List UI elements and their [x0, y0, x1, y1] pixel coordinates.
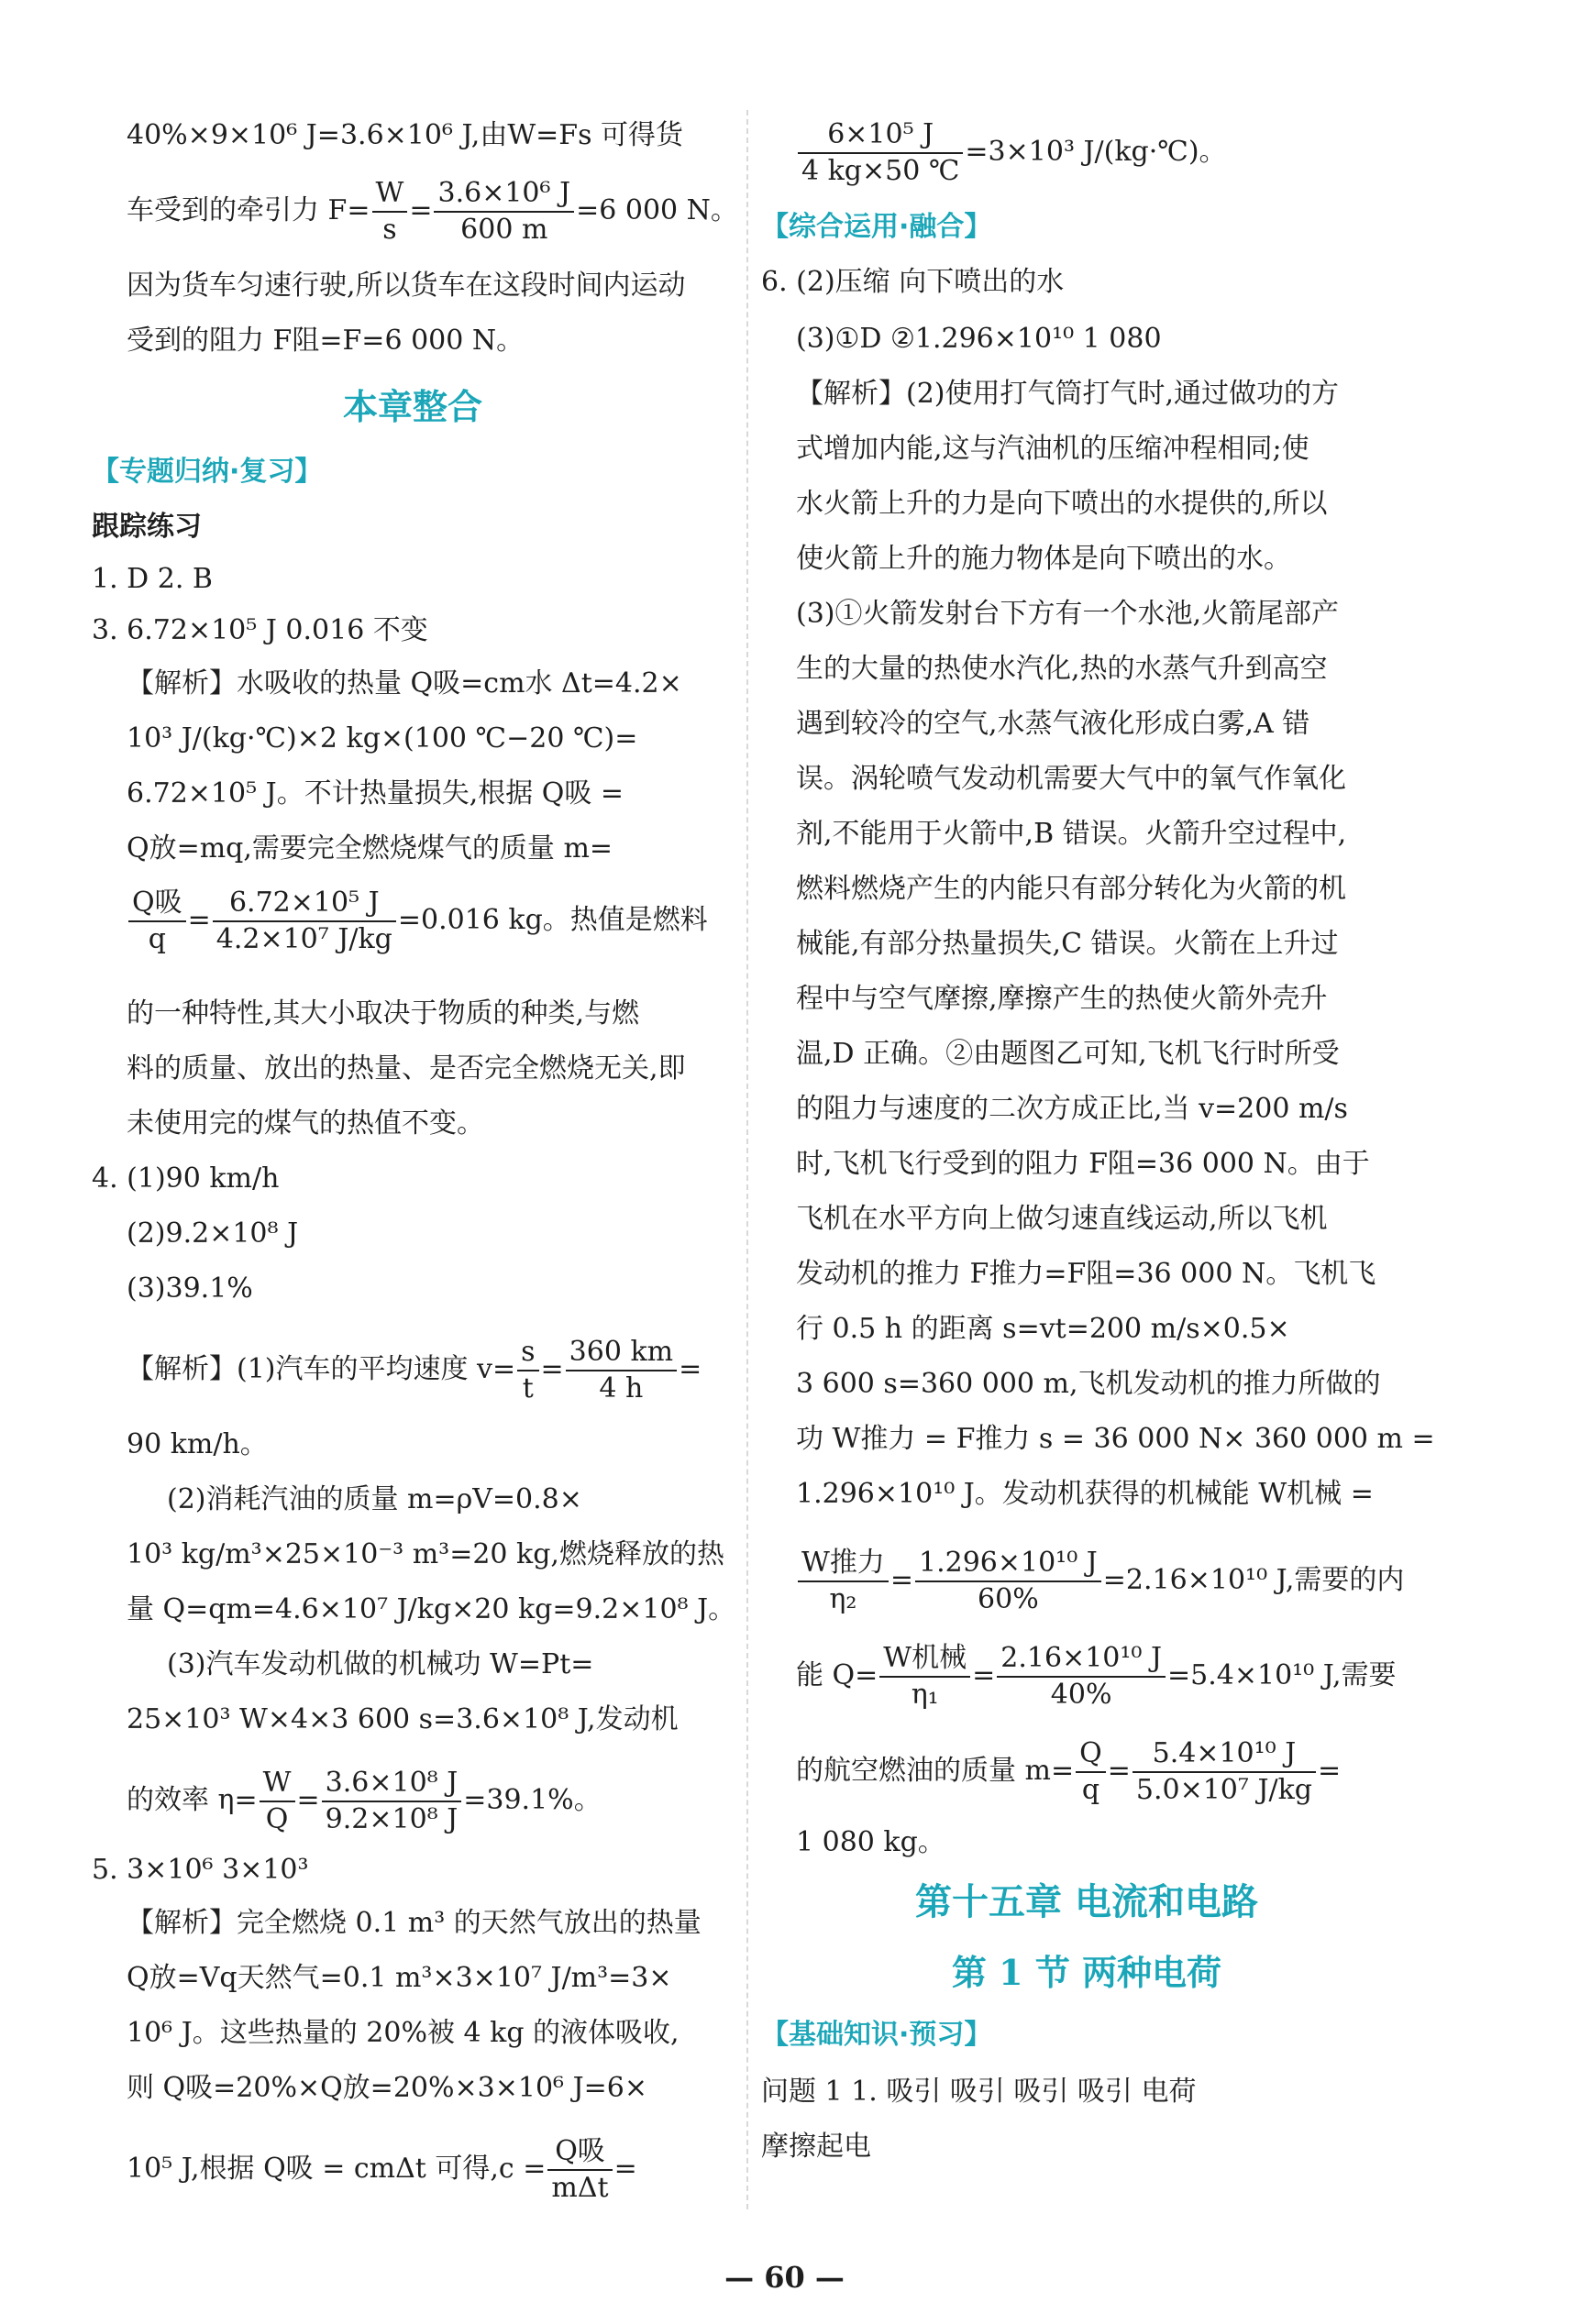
text-line: 3 600 s=360 000 m,飞机发动机的推力所做的: [796, 1368, 1381, 1400]
fraction: $\frac{\text{2.16×10¹⁰ J}}{40\%}$: [997, 1641, 1166, 1713]
chapter-title: 第十五章 电流和电路: [915, 1881, 1258, 1923]
text-line: 1.296×10¹⁰ J。发动机获得的机械能 W机械 =: [796, 1478, 1374, 1510]
column-divider: [746, 110, 748, 2209]
fraction: $\frac{\text{3.6×10⁸ J}}{\text{9.2×10⁸ J}}$: [322, 1766, 462, 1837]
text-line: 遇到较冷的空气,水蒸气液化形成白雾,A 错: [796, 708, 1310, 740]
text-line: 使火箭上升的施力物体是向下喷出的水。: [796, 543, 1291, 575]
text-line: 剂,不能用于火箭中,B 错误。火箭升空过程中,: [796, 818, 1347, 850]
fraction: $\frac{\text{5.4×10¹⁰ J}}{\text{5.0×10⁷ J/kg}}$: [1133, 1736, 1316, 1808]
text-line: 40%×9×10⁶ J=3.6×10⁶ J,由W=Fs 可得货: [127, 119, 684, 151]
fraction: $\frac{\text{Q吸}}{\text{mΔt}}$: [547, 2134, 612, 2206]
answer-line: 5. 3×10⁶ 3×10³: [92, 1854, 309, 1886]
text-line: (2)消耗汽油的质量 m=ρV=0.8×: [167, 1483, 582, 1515]
fraction: $\frac{W}{Q}$: [260, 1766, 295, 1837]
text-line: 【解析】水吸收的热量 Q吸=cm水 Δt=4.2×: [127, 667, 682, 699]
formula-line: $\frac{\text{W推力}}{\text{η₂}}$ = $\frac{\text{1.296×10¹⁰ J}}{60\%}$ =2.16×10¹⁰ J,需要的内: [796, 1546, 1404, 1617]
formula-line: 车受到的牵引力 F= $\frac{W}{s}$ = $\frac{\text{3.6×10⁶ J}}{600 m}$ =6 000 N。: [127, 177, 738, 246]
problem-line: 问题 1 1. 吸引 吸引 吸引 吸引 电荷: [761, 2076, 1197, 2108]
formula-line: $\frac{\text{Q吸}}{q}$ = $\frac{\text{6.72×10⁵ J}}{\text{4.2×10⁷ J/kg}}$ =0.016 kg。热值是燃料: [127, 886, 708, 957]
practice-heading: 跟踪练习: [92, 511, 202, 543]
page-number: — 60 —: [724, 2260, 845, 2295]
text-fragment: =0.016 kg。热值是燃料: [397, 904, 708, 936]
fraction: $\frac{W}{s}$: [372, 176, 408, 248]
text-line: 飞机在水平方向上做匀速直线运动,所以飞机: [796, 1203, 1328, 1235]
section-title: 第 1 节 两种电荷: [951, 1952, 1222, 1993]
text-line: 6.72×10⁵ J。不计热量损失,根据 Q吸 =: [127, 777, 624, 810]
text-line: 功 W推力 = F推力 s = 36 000 N× 360 000 m =: [796, 1423, 1435, 1455]
fraction: $\frac{s}{t}$: [517, 1335, 538, 1406]
text-fragment: =39.1%。: [463, 1784, 602, 1816]
text-fragment: 的效率 η=: [127, 1784, 258, 1816]
fraction: $\frac{Q}{q}$: [1076, 1736, 1106, 1808]
fraction: $\frac{\text{1.296×10¹⁰ J}}{60\%}$: [915, 1546, 1101, 1617]
text-line: 10³ J/(kg·℃)×2 kg×(100 ℃−20 ℃)=: [127, 722, 638, 754]
text-line: 燃料燃烧产生的内能只有部分转化为火箭的机: [796, 873, 1346, 905]
text-line: 生的大量的热使水汽化,热的水蒸气升到高空: [796, 653, 1328, 685]
fraction: $\frac{\text{3.6×10⁶ J}}{600 m}$: [434, 176, 574, 248]
text-line: 误。涡轮喷气发动机需要大气中的氧气作氧化: [796, 763, 1346, 795]
text-line: 量 Q=qm=4.6×10⁷ J/kg×20 kg=9.2×10⁸ J。: [127, 1593, 736, 1625]
text-line: 90 km/h。: [127, 1428, 268, 1460]
formula-line: 10⁵ J,根据 Q吸 = cmΔt 可得,c = $\frac{\text{Q吸}}{\text{mΔt}}$ =: [127, 2135, 637, 2204]
text-line: 料的质量、放出的热量、是否完全燃烧无关,即: [127, 1052, 686, 1085]
text-line: 的阻力与速度的二次方成正比,当 v=200 m/s: [796, 1093, 1348, 1125]
review-tag: 【专题归纳·复习】: [92, 456, 323, 488]
text-line: 程中与空气摩擦,摩擦产生的热使火箭外壳升: [796, 983, 1328, 1015]
text-line: 10³ kg/m³×25×10⁻³ m³=20 kg,燃烧释放的热: [127, 1538, 724, 1570]
answer-line: (2)9.2×10⁸ J: [127, 1217, 299, 1250]
answer-line: (3)①D ②1.296×10¹⁰ 1 080: [796, 323, 1162, 355]
text-line: 械能,有部分热量损失,C 错误。火箭在上升过: [796, 928, 1339, 960]
text-line: 温,D 正确。②由题图乙可知,飞机飞行时所受: [796, 1038, 1340, 1070]
text-line: 【解析】完全燃烧 0.1 m³ 的天然气放出的热量: [127, 1907, 702, 1939]
text-line: (3)①火箭发射台下方有一个水池,火箭尾部产: [796, 598, 1340, 630]
chapter-summary-title: 本章整合: [342, 387, 482, 427]
text-fragment: 车受到的牵引力 F=: [127, 194, 370, 226]
text-fragment: 【解析】(1)汽车的平均速度 v=: [127, 1353, 516, 1385]
text-line: 因为货车匀速行驶,所以货车在这段时间内运动: [127, 270, 686, 302]
text-line: 的一种特性,其大小取决于物质的种类,与燃: [127, 997, 640, 1030]
basic-tag: 【基础知识·预习】: [761, 2019, 992, 2051]
fraction: $\frac{\text{W机械}}{\text{η₁}}$: [879, 1641, 970, 1713]
answer-line: 6. (2)压缩 向下喷出的水: [761, 266, 1065, 298]
fraction: $\frac{\text{6.72×10⁵ J}}{\text{4.2×10⁷ J/kg}}$: [213, 886, 396, 957]
text-line: 受到的阻力 F阻=F=6 000 N。: [127, 325, 525, 357]
text-fragment: 10⁵ J,根据 Q吸 = cmΔt 可得,c =: [127, 2153, 547, 2185]
text-fragment: =6 000 N。: [576, 194, 738, 226]
text-line: (3)汽车发动机做的机械功 W=Pt=: [167, 1648, 594, 1680]
text-line: 25×10³ W×4×3 600 s=3.6×10⁸ J,发动机: [127, 1703, 679, 1735]
formula-line: 的航空燃油的质量 m= $\frac{Q}{q}$ = $\frac{\text{5.4×10¹⁰ J}}{\text{5.0×10⁷ J/kg}}$ =: [796, 1737, 1342, 1806]
problem-line: 摩擦起电: [761, 2131, 871, 2163]
formula-line: 的效率 η= $\frac{W}{Q}$ = $\frac{\text{3.6×10⁸ J}}{\text{9.2×10⁸ J}}$ =39.1%。: [127, 1767, 602, 1835]
formula-line: $\frac{\text{6×10⁵ J}}{4 kg\times 50 ℃}$ =3×10³ J/(kg·℃)。: [796, 117, 1227, 189]
text-line: Q放=mq,需要完全燃烧煤气的质量 m=: [127, 832, 613, 865]
text-line: 时,飞机飞行受到的阻力 F阻=36 000 N。由于: [796, 1148, 1370, 1180]
text-line: 未使用完的煤气的热值不变。: [127, 1107, 484, 1140]
answer-line: 1. D 2. B: [92, 563, 213, 595]
fraction: $\frac{\text{6×10⁵ J}}{4 kg\times 50 ℃}$: [798, 117, 963, 189]
formula-line: 能 Q= $\frac{\text{W机械}}{\text{η₁}}$ = $\frac{\text{2.16×10¹⁰ J}}{40\%}$ =5.4×10¹⁰ J,需要: [796, 1642, 1397, 1711]
fraction: $\frac{\text{W推力}}{\text{η₂}}$: [798, 1546, 889, 1617]
text-line: 则 Q吸=20%×Q放=20%×3×10⁶ J=6×: [127, 2072, 647, 2104]
text-line: Q放=Vq天然气=0.1 m³×3×10⁷ J/m³=3×: [127, 1962, 672, 1994]
text-line: 行 0.5 h 的距离 s=vt=200 m/s×0.5×: [796, 1313, 1290, 1345]
answer-line: 3. 6.72×10⁵ J 0.016 不变: [92, 614, 428, 646]
text-line: 水火箭上升的力是向下喷出的水提供的,所以: [796, 488, 1328, 520]
formula-line: 【解析】(1)汽车的平均速度 v= $\frac{s}{t}$ = $\frac{360 km}{4 h}$ =: [127, 1336, 702, 1404]
text-line: 1 080 kg。: [796, 1826, 945, 1858]
text-line: 10⁶ J。这些热量的 20%被 4 kg 的液体吸收,: [127, 2017, 680, 2049]
fraction: $\frac{\text{Q吸}}{q}$: [128, 886, 186, 957]
answer-line: 4. (1)90 km/h: [92, 1162, 280, 1195]
apply-tag: 【综合运用·融合】: [761, 211, 992, 243]
fraction: $\frac{360 km}{4 h}$: [566, 1335, 677, 1406]
text-line: 【解析】(2)使用打气筒打气时,通过做功的方: [796, 378, 1340, 410]
text-line: 式增加内能,这与汽油机的压缩冲程相同;使: [796, 433, 1309, 465]
answer-line: (3)39.1%: [127, 1272, 253, 1305]
text-line: 发动机的推力 F推力=F阻=36 000 N。飞机飞: [796, 1258, 1376, 1290]
